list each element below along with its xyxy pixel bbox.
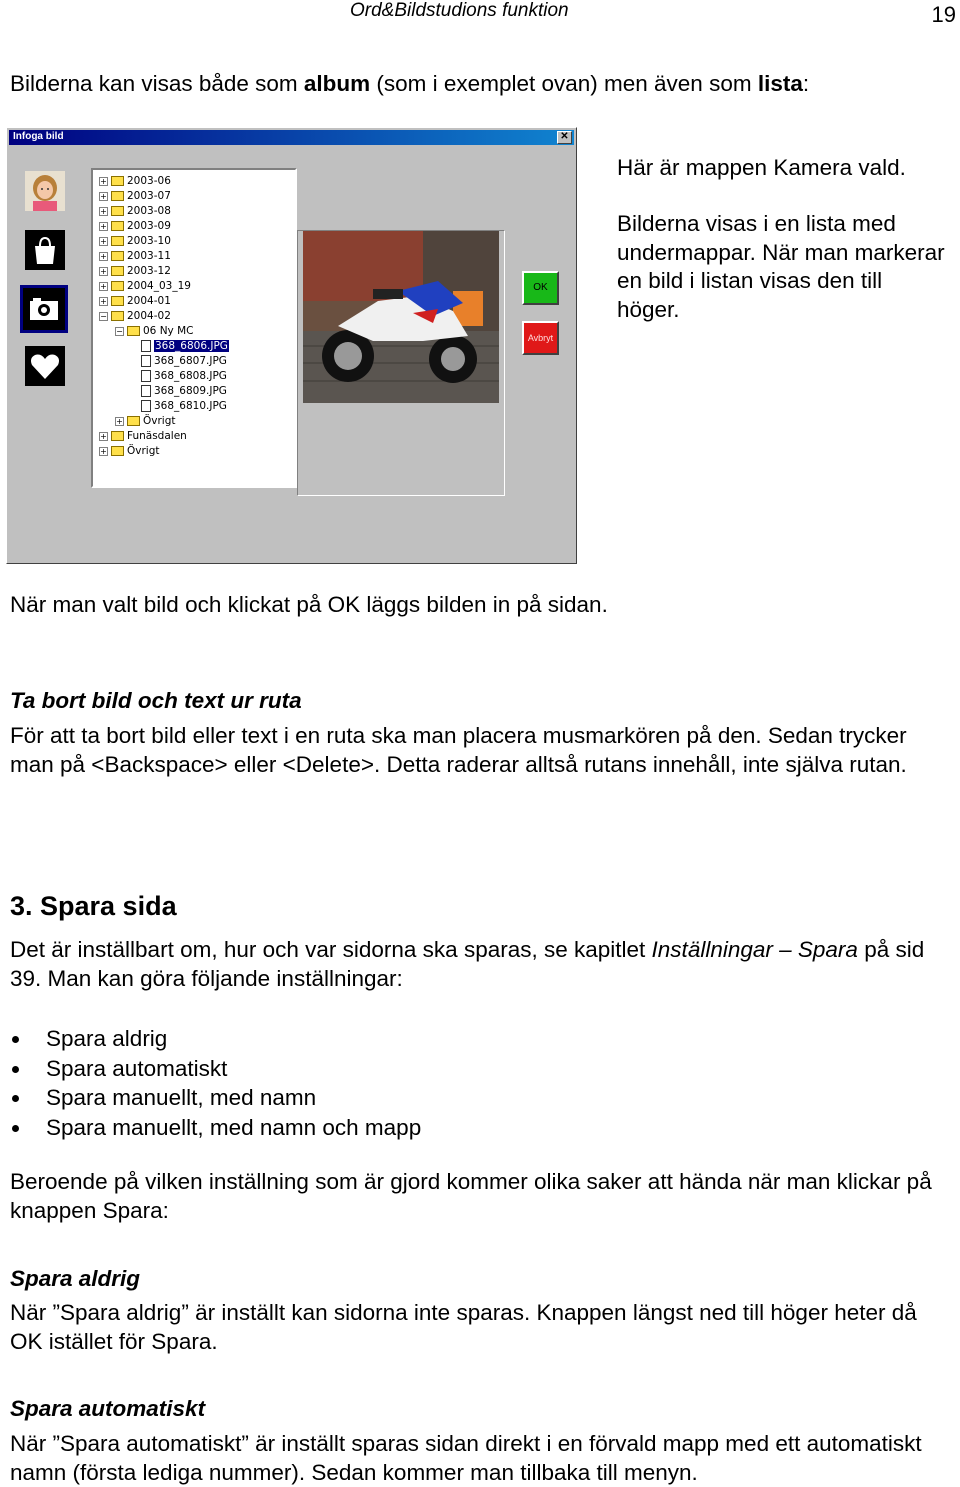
shopping-bag-icon[interactable]	[25, 230, 65, 270]
tree-folder-item[interactable]	[115, 324, 194, 339]
tree-folder-item[interactable]	[99, 294, 171, 309]
tree-item-label: 2004_03_19	[127, 280, 191, 292]
tree-folder-item[interactable]	[99, 444, 160, 459]
expand-toggle-icon[interactable]: +	[100, 236, 107, 246]
tree-folder-item[interactable]	[99, 264, 171, 279]
expand-toggle-icon[interactable]: +	[100, 281, 107, 291]
tree-file-item[interactable]	[141, 399, 227, 414]
folder-icon	[111, 266, 124, 276]
heart-icon[interactable]	[25, 346, 65, 386]
list-item: Spara automatiskt	[10, 1054, 421, 1084]
tree-item-label: Övrigt	[143, 415, 176, 427]
tree-folder-item[interactable]	[115, 414, 176, 429]
insert-image-dialog	[6, 127, 577, 564]
save-options-list	[10, 1024, 421, 1142]
list-item: Spara manuellt, med namn	[10, 1083, 421, 1113]
tree-item-label: 368_6810.JPG	[154, 400, 227, 412]
remove-body: För att ta bort bild eller text i en ruta ska man placera musmarkören på den. Sedan trycker man på <Backspace> eller <Delete>. Detta raderar alltså rutans innehåll, inte själva rutan.	[10, 723, 907, 777]
close-button[interactable]: ✕	[557, 131, 572, 144]
image-preview-frame	[297, 230, 505, 496]
dialog-title: Infoga bild	[13, 131, 64, 142]
save-body	[10, 936, 950, 993]
folder-icon	[111, 281, 124, 291]
tree-item-label: Övrigt	[127, 445, 160, 457]
side-note-1: Här är mappen Kamera vald.	[617, 155, 906, 180]
running-header: Ord&Bildstudions funktion	[350, 0, 569, 21]
intro-text-end: :	[802, 71, 810, 96]
tree-item-label: Funäsdalen	[127, 430, 187, 442]
tree-file-item[interactable]	[141, 339, 229, 354]
after-bullets-paragraph: Beroende på vilken inställning som är gjord kommer olika saker att hända när man klickar på knappen Spara:	[10, 1169, 932, 1223]
tree-item-label: 2004-02	[127, 310, 171, 322]
tree-item-label: 368_6809.JPG	[154, 385, 227, 397]
cancel-button[interactable]: Avbryt	[522, 321, 559, 355]
expand-toggle-icon[interactable]: +	[100, 266, 107, 276]
tree-folder-item[interactable]	[99, 234, 171, 249]
spara-aldrig-body: När ”Spara aldrig” är inställt kan sidorna inte sparas. Knappen längst ned till höger heter då OK istället för Spara.	[10, 1300, 917, 1354]
expand-toggle-icon[interactable]: +	[100, 431, 107, 441]
tree-folder-item[interactable]	[99, 204, 171, 219]
expand-toggle-icon[interactable]: +	[100, 206, 107, 216]
expand-toggle-icon[interactable]: +	[100, 221, 107, 231]
folder-icon	[111, 221, 124, 231]
expand-toggle-icon[interactable]: −	[116, 326, 123, 336]
tree-folder-item[interactable]	[99, 189, 171, 204]
expand-toggle-icon[interactable]: +	[100, 446, 107, 456]
remove-heading: Ta bort bild och text ur ruta	[10, 688, 302, 713]
save-body-text-end: på sid 39. Man kan göra följande inställningar:	[10, 937, 925, 991]
tree-folder-item[interactable]	[99, 429, 187, 444]
intro-paragraph	[10, 70, 950, 99]
tree-file-item[interactable]	[141, 369, 227, 384]
expand-toggle-icon[interactable]: −	[100, 311, 107, 321]
expand-toggle-icon[interactable]: +	[116, 416, 123, 426]
image-file-icon	[141, 340, 151, 352]
folder-icon	[127, 326, 140, 336]
tree-folder-item[interactable]	[99, 219, 171, 234]
tree-file-item[interactable]	[141, 354, 227, 369]
spara-aldrig-heading: Spara aldrig	[10, 1266, 141, 1291]
intro-text: Bilderna kan visas både som	[10, 71, 304, 96]
side-note-2: Bilderna visas i en lista med undermappar. När man markerar en bild i listan visas den till höger.	[617, 211, 945, 322]
after-dialog-paragraph: När man valt bild och klickat på OK läggs bilden in på sidan.	[10, 592, 608, 617]
tree-item-label: 2003-08	[127, 205, 171, 217]
save-section-heading: 3. Spara sida	[10, 891, 177, 921]
spara-automatiskt-heading: Spara automatiskt	[10, 1396, 206, 1421]
tree-item-label: 2003-10	[127, 235, 171, 247]
folder-icon	[127, 416, 140, 426]
folder-icon	[111, 176, 124, 186]
tree-item-label: 2003-09	[127, 220, 171, 232]
folder-icon	[111, 431, 124, 441]
tree-item-label: 368_6808.JPG	[154, 370, 227, 382]
dialog-titlebar	[9, 130, 574, 145]
tree-item-label: 2003-07	[127, 190, 171, 202]
tree-item-label: 2003-11	[127, 250, 171, 262]
image-file-icon	[141, 400, 151, 412]
tree-folder-item[interactable]	[99, 279, 191, 294]
intro-text-mid: (som i exemplet ovan) men även som	[370, 71, 758, 96]
folder-tree[interactable]	[91, 168, 297, 488]
expand-toggle-icon[interactable]: +	[100, 176, 107, 186]
folder-icon	[111, 251, 124, 261]
folder-icon	[111, 191, 124, 201]
ok-button[interactable]: OK	[522, 271, 559, 305]
save-body-text: Det är inställbart om, hur och var sidorna ska sparas, se kapitlet	[10, 937, 652, 962]
tree-item-label: 368_6806.JPG	[155, 340, 228, 352]
intro-bold-lista: lista	[757, 71, 803, 96]
folder-icon	[111, 206, 124, 216]
save-body-reference: Inställningar – Spara	[651, 937, 858, 962]
expand-toggle-icon[interactable]: +	[100, 191, 107, 201]
image-file-icon	[141, 370, 151, 382]
tree-item-label: 2003-12	[127, 265, 171, 277]
folder-icon	[111, 236, 124, 246]
list-item: Spara manuellt, med namn och mapp	[10, 1113, 421, 1143]
tree-item-label: 06 Ny MC	[143, 325, 194, 337]
tree-item-label: 368_6807.JPG	[154, 355, 227, 367]
image-file-icon	[141, 385, 151, 397]
list-item: Spara aldrig	[10, 1024, 421, 1054]
tree-file-item[interactable]	[141, 384, 227, 399]
expand-toggle-icon[interactable]: +	[100, 251, 107, 261]
motorcycle-photo	[303, 231, 499, 403]
girl-photo-icon[interactable]	[25, 171, 65, 211]
tree-folder-item[interactable]	[99, 249, 171, 264]
spara-automatiskt-body: När ”Spara automatiskt” är inställt sparas sidan direkt i en förvald mapp med ett automatiskt namn (första lediga nummer). Sedan kommer man tillbaka till menyn.	[10, 1431, 922, 1485]
intro-bold-album: album	[303, 71, 371, 96]
page-number: 19	[931, 2, 956, 27]
image-file-icon	[141, 355, 151, 367]
tree-folder-item[interactable]	[99, 174, 171, 189]
expand-toggle-icon[interactable]: +	[100, 296, 107, 306]
tree-item-label: 2003-06	[127, 175, 171, 187]
tree-folder-item[interactable]	[99, 309, 171, 324]
camera-icon[interactable]	[20, 285, 68, 333]
tree-item-label: 2004-01	[127, 295, 171, 307]
folder-icon	[111, 296, 124, 306]
folder-icon	[111, 446, 124, 456]
folder-icon	[111, 311, 124, 321]
